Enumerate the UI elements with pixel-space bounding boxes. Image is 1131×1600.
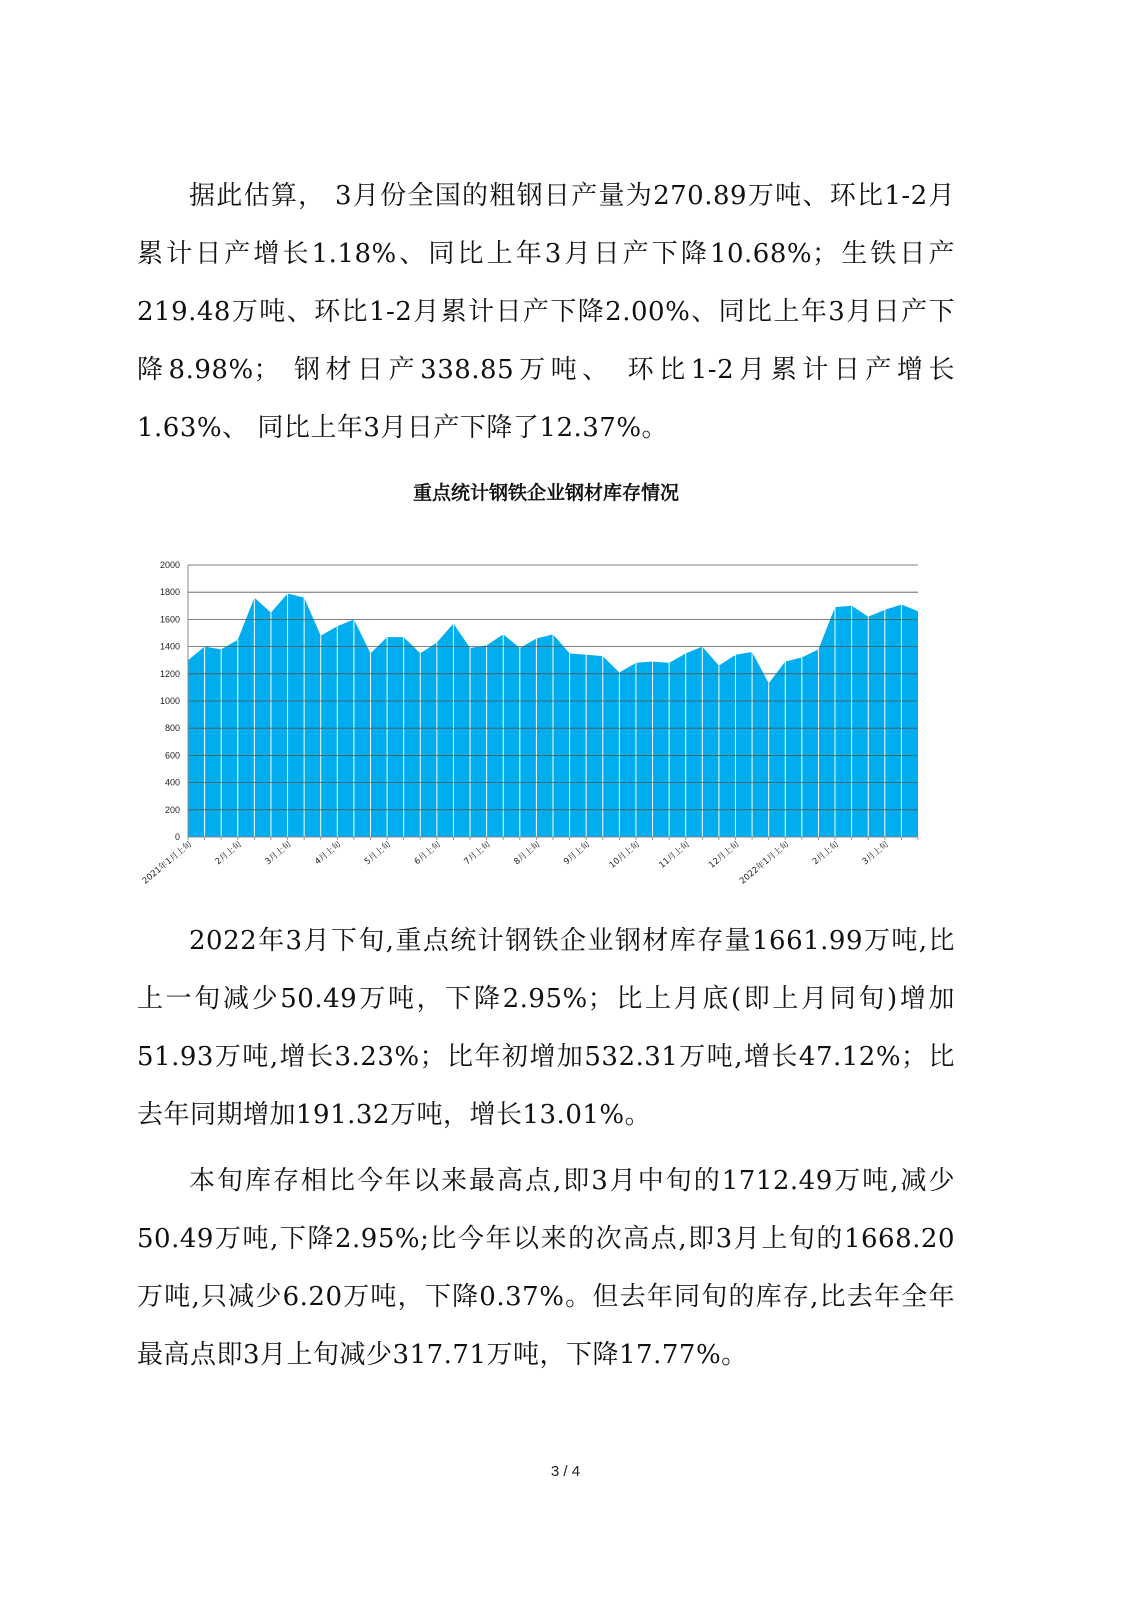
x-tick-label: 10月上旬 — [607, 839, 642, 871]
y-tick-label: 600 — [164, 750, 180, 761]
paragraph-inventory-comparison: 本旬库存相比今年以来最高点,即3月中旬的1712.49万吨,减少50.49万吨,下降2.95%;比今年以来的次高点,即3月上旬的1668.20万吨,只减少6.20万吨，下降0.37%。但去年同旬的库存,比去年全年最高点即3月上旬减少317.71万吨，下降17.77%。 — [137, 1166, 955, 1370]
y-tick-label: 1200 — [159, 668, 180, 679]
y-tick-label: 800 — [164, 723, 180, 734]
inventory-area-chart — [130, 555, 930, 895]
x-tick-label: 12月上旬 — [707, 839, 742, 871]
x-tick-label: 3月上旬 — [860, 839, 891, 868]
x-tick-label: 3月上旬 — [263, 839, 294, 868]
chart-title: 重点统计钢铁企业钢材库存情况 — [412, 482, 679, 504]
y-tick-label: 2000 — [159, 560, 180, 570]
x-tick-label: 2022年1月上旬 — [738, 839, 792, 887]
y-tick-label: 200 — [164, 804, 180, 815]
x-tick-label: 7月上旬 — [462, 839, 493, 868]
x-tick-label: 4月上旬 — [313, 839, 344, 868]
x-tick-label: 2月上旬 — [810, 839, 841, 868]
x-tick-label: 11月上旬 — [657, 839, 692, 871]
y-tick-label: 0 — [174, 832, 180, 842]
paragraph-inventory-summary: 2022年3月下旬,重点统计钢铁企业钢材库存量1661.99万吨,比上一旬减少50.49万吨，下降2.95%；比上月底(即上月同旬)增加51.93万吨,增长3.23%；比年初增加532.31万吨,增长47.12%；比去年同期增加191.32万吨，增长13.01%。 — [137, 926, 955, 1130]
y-tick-label: 1800 — [159, 587, 180, 598]
x-tick-label: 5月上旬 — [362, 839, 394, 868]
y-tick-label: 1000 — [159, 696, 180, 706]
y-tick-label: 1400 — [159, 641, 180, 652]
y-tick-label: 1600 — [159, 614, 180, 625]
x-tick-label: 2月上旬 — [213, 839, 244, 868]
y-tick-label: 400 — [164, 777, 180, 788]
x-tick-label: 9月上旬 — [561, 839, 593, 868]
x-tick-label: 8月上旬 — [512, 839, 543, 868]
paragraph-production-estimate: 据此估算， 3月份全国的粗钢日产量为270.89万吨、环比1-2月累计日产增长1.18%、同比上年3月日产下降10.68%；生铁日产219.48万吨、环比1-2月累计日产下降2.00%、同比上年3月日产下降8.98%； 钢材日产338.85万吨、 环比1-2月累计日产增长1.63%、 同比上年3月日产下降了12.37%。 — [137, 181, 955, 443]
x-tick-label: 2021年1月上旬 — [140, 839, 194, 887]
page-number: 3 / 4 — [550, 1463, 581, 1480]
x-tick-label: 6月上旬 — [412, 839, 443, 868]
